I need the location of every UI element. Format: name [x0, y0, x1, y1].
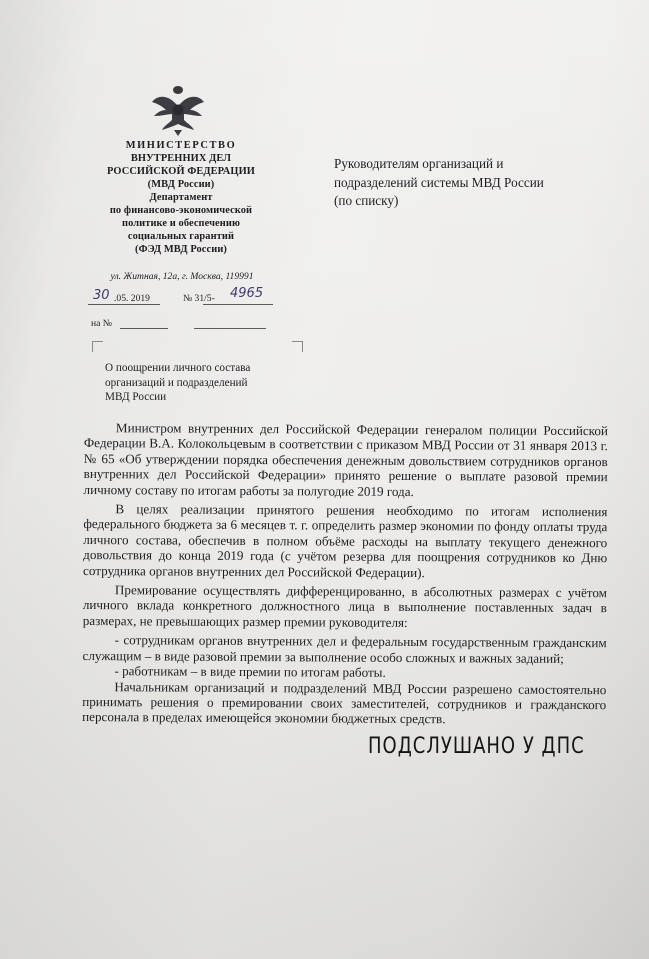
mvd-emblem-icon — [150, 84, 206, 138]
department-address: ул. Житная, 12а, г. Москва, 119991 — [110, 271, 254, 282]
body-paragraph: Начальникам организаций и подразделений МВД России разрешено самостоятельно принимать решения о премировании своих заместителей, сотрудников и гражданского персонала в пределах имеющейся экономии бюджетных средств. — [82, 678, 607, 727]
addressee-line: Руководителям организаций и — [334, 156, 504, 171]
date-rest: .05. 2019 — [114, 293, 150, 304]
body-paragraph: В целях реализации принятого решения необходимо по итогам исполнения федерального бюджета за 6 месяцев т. г. определить размер экономии по фонду оплаты труда личного состава, обеспечив в полном объёме расходы на выплату текущего денежного довольствия до конца 2019 года (с учётом резерва для поощрения сотрудников ко Дню сотрудника органов внутренних дел Российской Федерации). — [83, 501, 608, 580]
watermark-caption: ПОДСЛУШАНО У ДПС — [368, 733, 585, 760]
number-label: № 31/5- — [183, 293, 215, 304]
addressee-block — [334, 155, 594, 211]
header-line: МИНИСТЕРСТВО — [125, 140, 237, 151]
reference-underline-1 — [120, 328, 168, 329]
number-handwritten: 4965 — [230, 286, 264, 301]
header-line: Департамент — [149, 192, 213, 203]
subject-line: О поощрении личного состава — [105, 362, 251, 374]
body-paragraph: - сотрудникам органов внутренних дел и федеральным государственным гражданским служащим – в виде разовой премии за выполнение особо сложных и важных заданий; — [82, 632, 607, 666]
reference-underline-2 — [194, 328, 266, 329]
header-line: (ФЭД МВД России) — [135, 244, 227, 255]
number-underline — [203, 304, 273, 305]
department-header — [96, 139, 266, 256]
header-line: РОССИЙСКОЙ ФЕДЕРАЦИИ — [107, 166, 255, 177]
header-line: социальных гарантий — [127, 231, 235, 242]
body-paragraph: Премирование осуществлять дифференцированно, в абсолютных размерах с учётом личного вклада конкретного должностного лица в выполнение поставленных задач в размерах, не превышающих размер премии руководителя: — [82, 582, 608, 630]
date-underline — [88, 304, 160, 305]
subject-line: МВД России — [105, 391, 167, 403]
letter-subject — [105, 361, 305, 405]
subject-corner-mark — [292, 341, 303, 352]
reference-label: на № — [91, 318, 112, 329]
date-day-handwritten: 30 — [93, 288, 110, 303]
addressee-line: подразделений системы МВД России — [334, 174, 544, 190]
body-paragraph: - работникам – в виде премии по итогам работы. — [114, 663, 386, 680]
subject-line: организаций и подразделений — [105, 376, 248, 389]
header-line: по финансово-экономической — [109, 205, 253, 216]
addressee-line: (по списку) — [334, 193, 399, 208]
body-paragraph: Министром внутренних дел Российской Федерации генералом полиции Российской Федерации В.А. Колокольцевым в соответствии с приказом МВД России от 31 января 2013 г. № 65 «Об утверждении порядка обеспечения денежным довольствием сотрудников органов внутренних дел Российской Федерации» принято решение о выплате разовой премии личному составу по итогам работы за полугодие 2019 года. — [83, 420, 608, 499]
header-line: политике и обеспечению — [121, 218, 240, 229]
letter-body — [82, 420, 608, 732]
header-line: ВНУТРЕННИХ ДЕЛ — [130, 153, 232, 164]
subject-corner-mark — [92, 341, 103, 352]
header-line: (МВД России) — [147, 179, 215, 190]
